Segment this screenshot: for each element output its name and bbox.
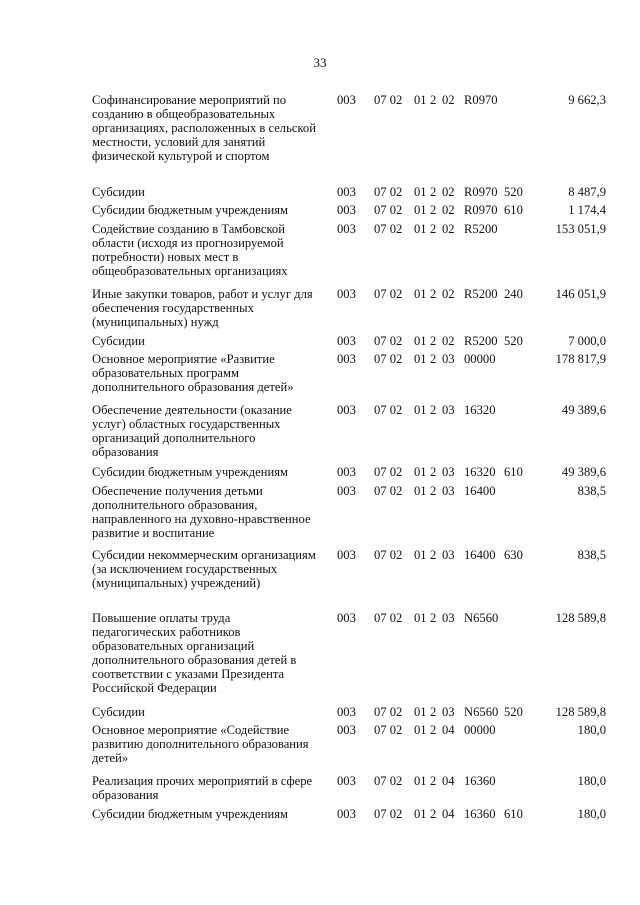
row-name: Субсидии некоммерческим организациям (за исключением государственных (муниципальных) учреждений) [92,548,316,590]
subprogram-code: 2 [430,403,437,417]
activity-code: 03 [442,465,455,479]
section-code: 07 02 [374,465,403,479]
amount: 1 174,4 [568,203,606,217]
direction-code: R0970 [464,185,498,199]
section-code: 07 02 [374,287,403,301]
subprogram-code: 2 [430,334,437,348]
row-name: Основное мероприятие «Содействие развитию дополнительного образования детей» [92,723,309,765]
amount: 153 051,9 [555,222,606,236]
amount: 838,5 [577,484,606,498]
section-code: 07 02 [374,334,403,348]
direction-code: N6560 [464,705,499,719]
ministry-code: 003 [337,465,356,479]
amount: 8 487,9 [568,185,606,199]
row-name: Обеспечение получения детьми дополнительного образования, направленного на духовно-нравственное развитие и воспитание [92,484,311,540]
subprogram-code: 2 [430,548,437,562]
expense-type-code: 520 [504,705,523,719]
section-code: 07 02 [374,93,403,107]
ministry-code: 003 [337,774,356,788]
activity-code: 04 [442,807,455,821]
program-code: 01 [414,334,427,348]
program-code: 01 [414,352,427,366]
program-code: 01 [414,287,427,301]
expense-type-code: 520 [504,334,523,348]
row-name: Иные закупки товаров, работ и услуг для обеспечения государственных (муниципальных) нужд [92,287,313,329]
expense-type-code: 610 [504,465,523,479]
direction-code: 16320 [464,465,496,479]
program-code: 01 [414,774,427,788]
section-code: 07 02 [374,611,403,625]
amount: 180,0 [577,774,606,788]
program-code: 01 [414,93,427,107]
ministry-code: 003 [337,611,356,625]
ministry-code: 003 [337,484,356,498]
section-code: 07 02 [374,203,403,217]
section-code: 07 02 [374,222,403,236]
activity-code: 03 [442,403,455,417]
row-name: Софинансирование мероприятий по созданию в общеобразовательных организациях, расположенных в сельской местности, условий для занятий физической культурой и спортом [92,93,316,163]
expense-type-code: 610 [504,807,523,821]
amount: 128 589,8 [555,611,606,625]
section-code: 07 02 [374,185,403,199]
amount: 128 589,8 [555,705,606,719]
activity-code: 02 [442,185,455,199]
amount: 180,0 [577,807,606,821]
row-name: Повышение оплаты труда педагогических работников образовательных организаций дополнительного образования детей в соответствии с указами Президента Российской Федерации [92,611,297,695]
direction-code: R0970 [464,93,498,107]
ministry-code: 003 [337,403,356,417]
amount: 178 817,9 [555,352,606,366]
section-code: 07 02 [374,548,403,562]
activity-code: 04 [442,774,455,788]
row-name: Реализация прочих мероприятий в сфере образования [92,774,313,802]
subprogram-code: 2 [430,352,437,366]
ministry-code: 003 [337,185,356,199]
subprogram-code: 2 [430,611,437,625]
ministry-code: 003 [337,807,356,821]
section-code: 07 02 [374,723,403,737]
direction-code: R0970 [464,203,498,217]
program-code: 01 [414,465,427,479]
subprogram-code: 2 [430,93,437,107]
section-code: 07 02 [374,403,403,417]
activity-code: 02 [442,287,455,301]
section-code: 07 02 [374,484,403,498]
section-code: 07 02 [374,705,403,719]
direction-code: R5200 [464,287,498,301]
direction-code: 00000 [464,723,496,737]
direction-code: 16360 [464,774,496,788]
program-code: 01 [414,185,427,199]
program-code: 01 [414,548,427,562]
program-code: 01 [414,723,427,737]
program-code: 01 [414,403,427,417]
ministry-code: 003 [337,334,356,348]
section-code: 07 02 [374,352,403,366]
activity-code: 02 [442,93,455,107]
program-code: 01 [414,203,427,217]
expense-type-code: 630 [504,548,523,562]
program-code: 01 [414,484,427,498]
direction-code: 16400 [464,484,496,498]
page-number: 33 [313,55,327,70]
subprogram-code: 2 [430,807,437,821]
activity-code: 03 [442,548,455,562]
direction-code: 16360 [464,807,496,821]
row-name: Субсидии бюджетным учреждениям [92,807,288,821]
subprogram-code: 2 [430,484,437,498]
ministry-code: 003 [337,222,356,236]
row-name: Основное мероприятие «Развитие образовательных программ дополнительного образования детей» [92,352,294,394]
subprogram-code: 2 [430,222,437,236]
activity-code: 03 [442,352,455,366]
direction-code: 16320 [464,403,496,417]
expense-type-code: 610 [504,203,523,217]
subprogram-code: 2 [430,185,437,199]
program-code: 01 [414,222,427,236]
amount: 838,5 [577,548,606,562]
amount: 7 000,0 [568,334,606,348]
row-name: Субсидии [92,705,145,719]
ministry-code: 003 [337,705,356,719]
ministry-code: 003 [337,352,356,366]
section-code: 07 02 [374,807,403,821]
program-code: 01 [414,705,427,719]
program-code: 01 [414,807,427,821]
activity-code: 03 [442,705,455,719]
activity-code: 02 [442,334,455,348]
amount: 180,0 [577,723,606,737]
row-name: Обеспечение деятельности (оказание услуг) областных государственных организаций дополнительного образования [92,403,292,459]
amount: 9 662,3 [568,93,606,107]
activity-code: 03 [442,484,455,498]
activity-code: 02 [442,222,455,236]
amount: 49 389,6 [561,465,606,479]
ministry-code: 003 [337,723,356,737]
direction-code: R5200 [464,334,498,348]
subprogram-code: 2 [430,723,437,737]
expense-type-code: 520 [504,185,523,199]
ministry-code: 003 [337,287,356,301]
section-code: 07 02 [374,774,403,788]
row-name: Субсидии [92,185,145,199]
row-name: Субсидии бюджетным учреждениям [92,465,288,479]
program-code: 01 [414,611,427,625]
row-name: Субсидии бюджетным учреждениям [92,203,288,217]
amount: 146 051,9 [555,287,606,301]
subprogram-code: 2 [430,774,437,788]
subprogram-code: 2 [430,465,437,479]
row-name: Субсидии [92,334,145,348]
subprogram-code: 2 [430,705,437,719]
direction-code: 00000 [464,352,496,366]
ministry-code: 003 [337,93,356,107]
row-name: Содействие созданию в Тамбовской области (исходя из прогнозируемой потребности) новых мест в общеобразовательных организациях [92,222,288,278]
direction-code: R5200 [464,222,498,236]
activity-code: 03 [442,611,455,625]
activity-code: 02 [442,203,455,217]
subprogram-code: 2 [430,203,437,217]
direction-code: 16400 [464,548,496,562]
amount: 49 389,6 [561,403,606,417]
ministry-code: 003 [337,548,356,562]
subprogram-code: 2 [430,287,437,301]
expense-type-code: 240 [504,287,523,301]
activity-code: 04 [442,723,455,737]
ministry-code: 003 [337,203,356,217]
direction-code: N6560 [464,611,499,625]
